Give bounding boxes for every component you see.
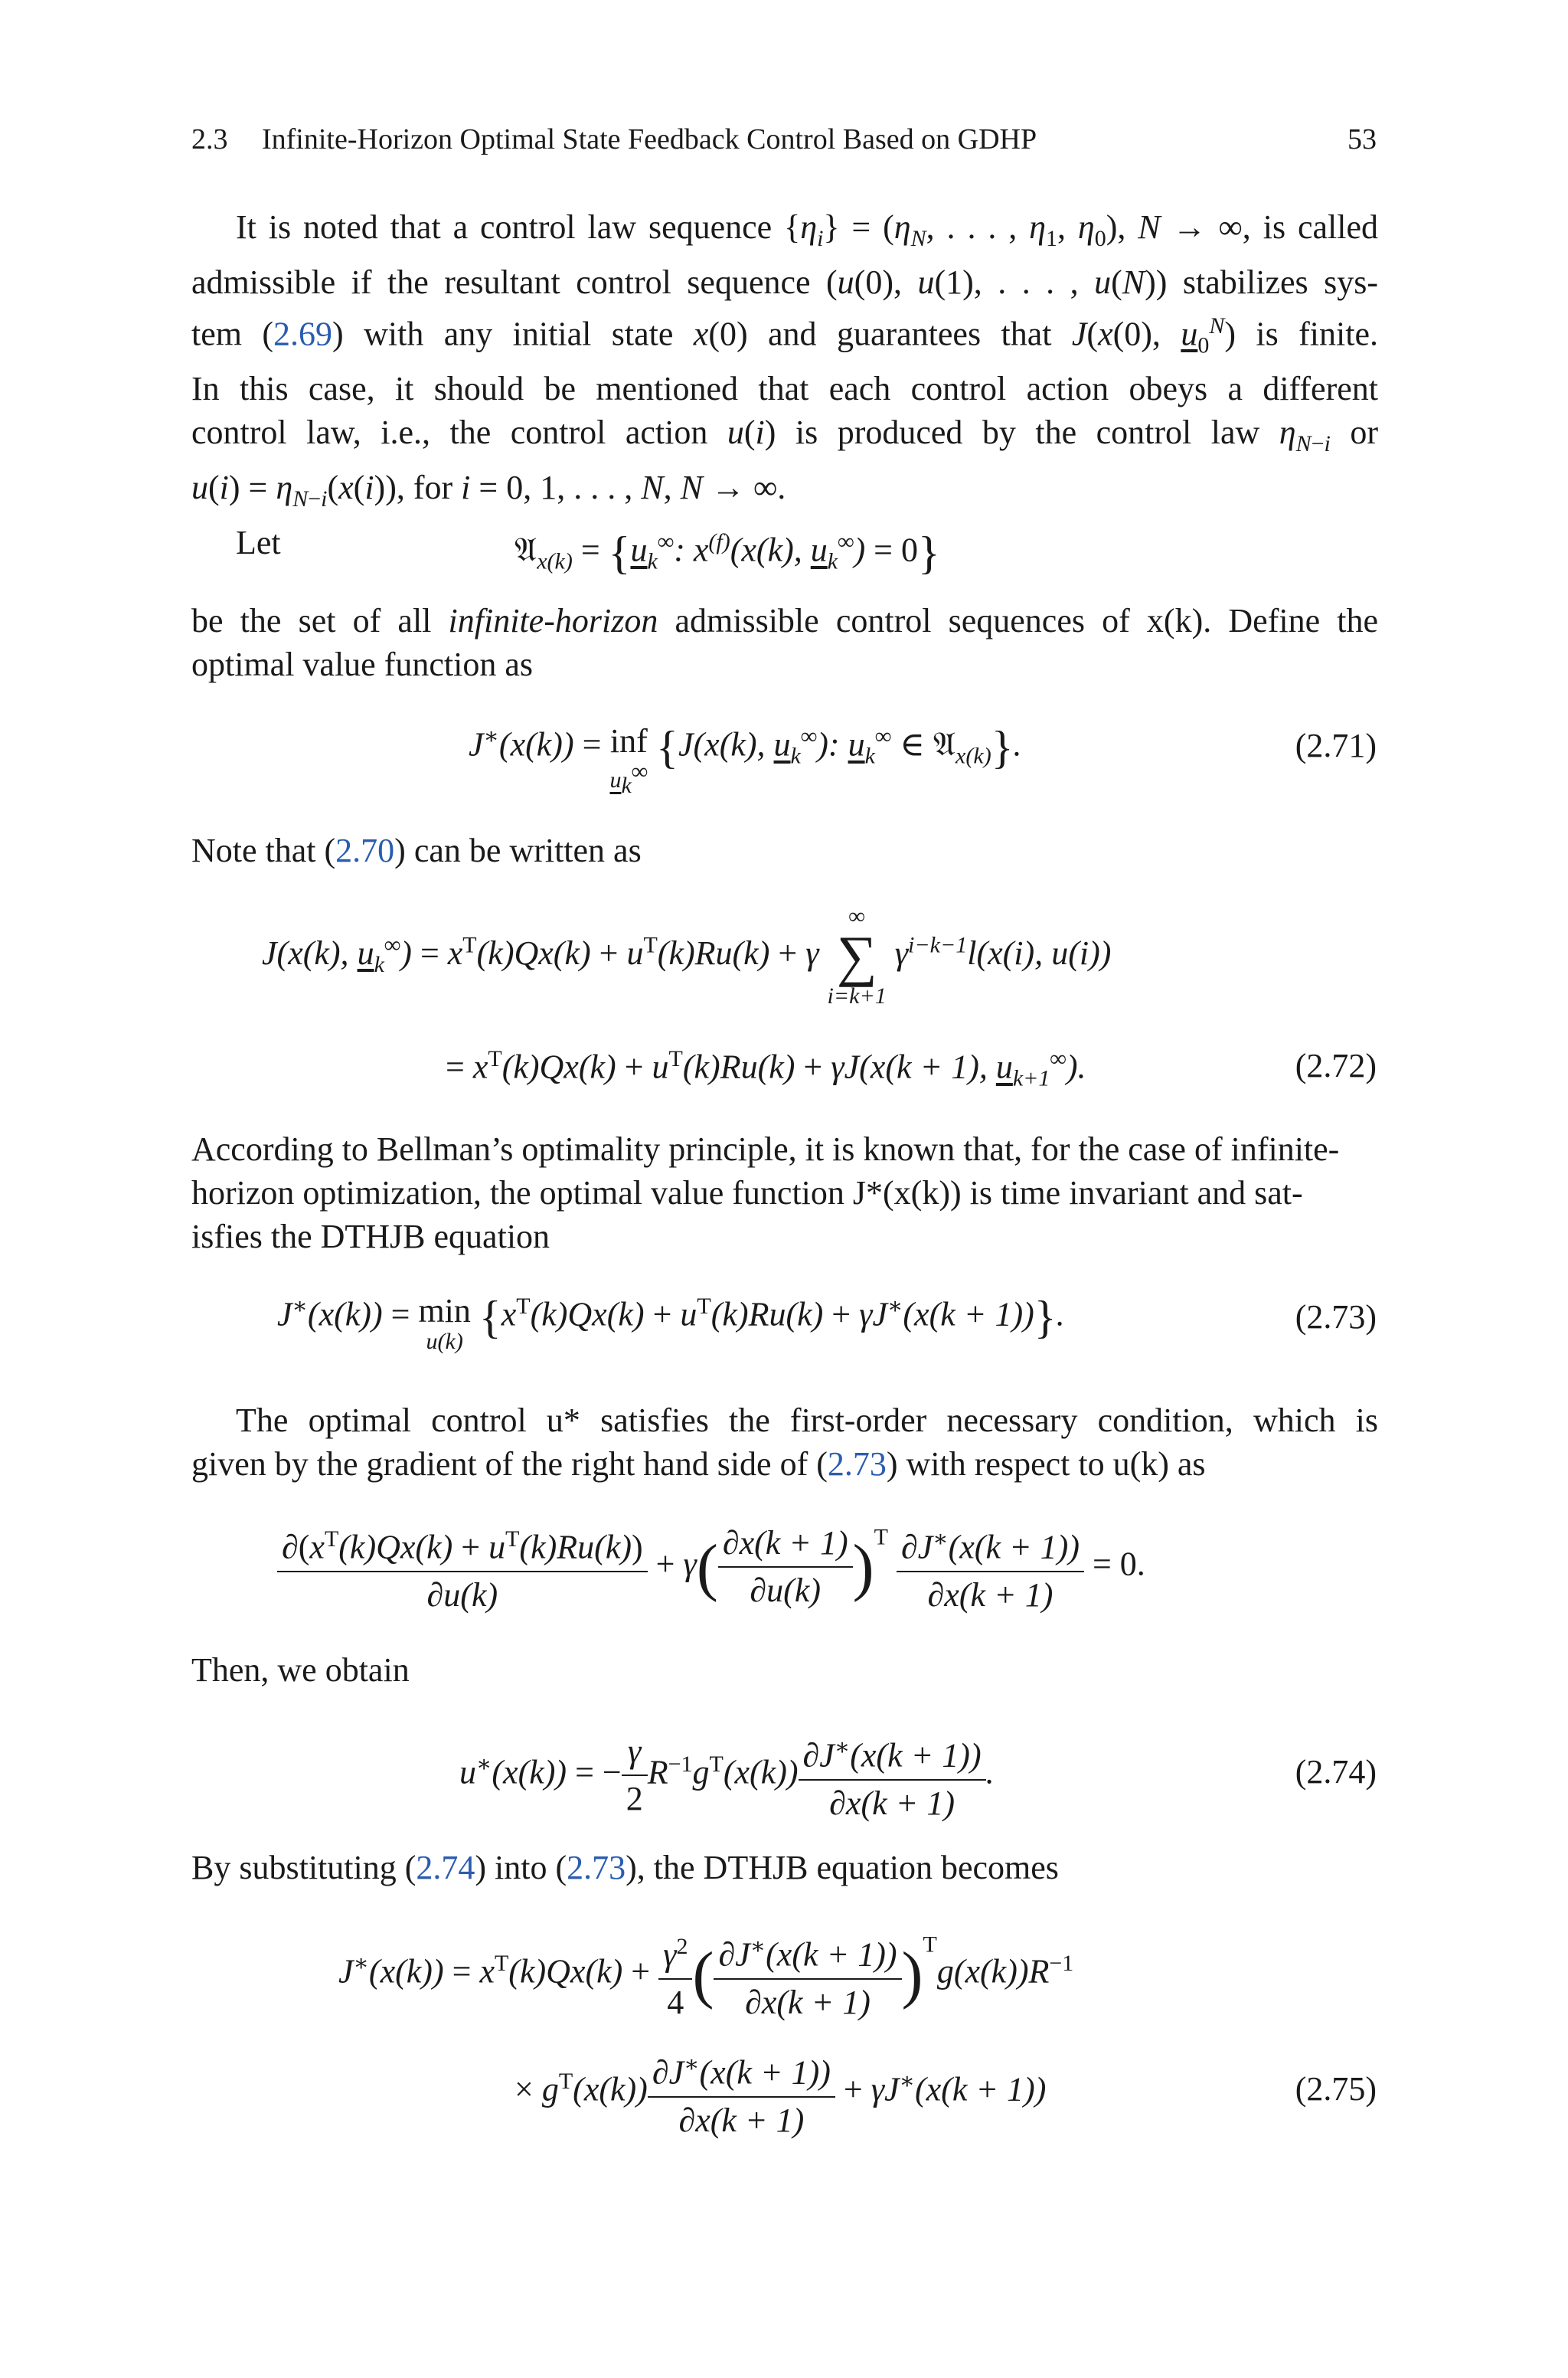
paragraph-line: In this case, it should be mentioned that each control action obeys a different bbox=[191, 370, 1378, 408]
fraction: $\frac{\partial J^∗(x(k + 1))}{\partial x(k + 1)}$ bbox=[714, 1924, 901, 2026]
bellman-line-2: horizon optimization, the optimal value function J*(x(k)) is time invariant and sat- bbox=[191, 1174, 1303, 1212]
fraction: $\frac{\gamma}{2}$ bbox=[622, 1729, 648, 1822]
paragraph-line bbox=[191, 1846, 1378, 1889]
sum-operator: ∞ ∑ i=k+1 bbox=[827, 904, 887, 1009]
bellman-line-3: isfies the DTHJB equation bbox=[191, 1218, 550, 1255]
section-title: Infinite-Horizon Optimal State Feedback Control Based on GDHP bbox=[262, 123, 1037, 155]
paragraph-line bbox=[191, 1442, 1378, 1486]
paragraph-line: $u(i) = \eta_{N-i}(x(i))$, for i = 0, 1, . . . , N, N → ∞. bbox=[191, 469, 786, 512]
equation-ref-link[interactable]: 2.70 bbox=[335, 832, 395, 869]
equation-number-2-72: (2.72) bbox=[1295, 1047, 1377, 1084]
fraction: $\frac{\partial x(k + 1)}{\partial u(k)}$ bbox=[718, 1520, 853, 1614]
equation-2-73: J∗(x(k)) = min u(k) $\{x^T(k)Qx(k) + u^T(k)Ru(k) + \gamma J^∗(x(k + 1))\}$. bbox=[277, 1292, 1065, 1354]
equation-admissible-set: 𝔄$_{x(k)}$ = {$u_k^\infty$: $x^{(f)}(x(k)$, $u_k^\infty) = 0$} bbox=[514, 528, 940, 578]
paragraph-bellman bbox=[191, 1127, 1378, 1258]
paragraph-line: admissible if the resultant control sequence (u(0), u(1), . . . , u(N)) stabilizes sys- bbox=[191, 263, 1378, 301]
then-text: Then, we obtain bbox=[191, 1651, 410, 1689]
equation-2-72-line1: J(x(k), $u_k^\infty) = x^T(k)Qx(k) + u^T(k)Ru(k) + \gamma$ ∞ ∑ i=k+1 $\gamma^{i-k-1}l(x(i)$, u(i)) bbox=[262, 904, 1112, 1009]
equation-2-74: u∗(x(k)) = − $\frac{\gamma}{2}$ $R^{-1}g^T(x(k))$ $\frac{\partial J^∗(x(k + 1))}{\partial x(k + 1)}$ . bbox=[459, 1725, 995, 1827]
page-number: 53 bbox=[1348, 123, 1377, 155]
subst-text-b: ) into ( bbox=[475, 1849, 567, 1886]
equation-gradient-condition: $\frac{\partial(x^T(k)Qx(k) + u^T(k)Ru(k))}{\partial u(k)}$ + γ( $\frac{\partial x(k + 1)}{\partial u(k)}$ )$^T$ $\frac{\partial J^∗(x(k + 1))}{\partial x(k + 1)}$ = 0. bbox=[277, 1516, 1145, 1618]
paragraph-line: tem (2.69) with any initial state x(0) and guarantees that J(x(0), $u_0^N$) is finite. bbox=[191, 312, 1378, 358]
paragraph-line: It is noted that a control law sequence $\{\eta_i\} = (\eta_N$, . . . , $\eta_1$, $\eta_0$), N → ∞, is called bbox=[236, 208, 1378, 251]
set-text-a: be the set of all bbox=[191, 602, 432, 639]
equation-2-71: J∗(x(k)) = inf $u_k^\infty$ {J(x(k), $u_k^\infty$): $u_k^\infty$ ∈ 𝔄$_{x(k)}$}. bbox=[469, 722, 1022, 798]
paragraph-line bbox=[191, 829, 1378, 872]
set-text-b: admissible control sequences of x(k). Define the bbox=[675, 602, 1379, 639]
paragraph-line bbox=[191, 599, 1378, 643]
equation-ref-link[interactable]: 2.73 bbox=[567, 1849, 626, 1886]
bellman-line-1: According to Bellman’s optimality principle, it is known that, for the case of infinite- bbox=[191, 1130, 1340, 1168]
set-text-emphasis: infinite-horizon bbox=[448, 602, 658, 639]
optimal-value-text: optimal value function as bbox=[191, 646, 533, 683]
equation-number-2-74: (2.74) bbox=[1295, 1753, 1377, 1791]
optctrl-line-1: The optimal control u* satisfies the first-order necessary condition, which is bbox=[236, 1402, 1378, 1439]
let-text: Let bbox=[236, 523, 281, 561]
equation-ref-link[interactable]: 2.69 bbox=[273, 315, 333, 353]
equation-number-2-71: (2.71) bbox=[1295, 727, 1377, 764]
section-number: 2.3 bbox=[191, 123, 228, 155]
equation-ref-link[interactable]: 2.73 bbox=[827, 1445, 887, 1483]
paragraph-note bbox=[191, 829, 1378, 872]
equation-2-72-line2: = $x^T(k)Qx(k) + u^T(k)Ru(k) + \gamma J(x(k + 1)$, $u_{k+1}^\infty$). bbox=[446, 1046, 1086, 1091]
paragraph-then bbox=[191, 1648, 1378, 1692]
fraction: $\frac{\partial J^∗(x(k + 1))}{\partial x(k + 1)}$ bbox=[799, 1725, 986, 1827]
paragraph-line: control law, i.e., the control action u(i) is produced by the control law $\eta_{N-i}$ or bbox=[191, 414, 1379, 457]
optctrl-text-b: ) with respect to u(k) as bbox=[886, 1445, 1206, 1483]
inf-operator: inf $u_k^\infty$ bbox=[609, 722, 648, 798]
fraction: $\frac{\partial J^∗(x(k + 1))}{\partial x(k + 1)}$ bbox=[897, 1516, 1084, 1618]
fraction: $\frac{\partial(x^T(k)Qx(k) + u^T(k)Ru(k))}{\partial u(k)}$ bbox=[277, 1516, 648, 1618]
fraction: $\frac{\partial J^∗(x(k + 1))}{\partial x(k + 1)}$ bbox=[648, 2042, 835, 2144]
paragraph-substituting bbox=[191, 1846, 1378, 1889]
equation-2-75-line1: $J^∗(x(k)) = x^T(k)Qx(k)$ + $\frac{\gamma^2}{4}$ ( $\frac{\partial J^∗(x(k + 1))}{\partial x(k + 1)}$ )$^Tg(x(k))R^{-1}$ bbox=[338, 1924, 1073, 2026]
paragraph-admissible bbox=[191, 205, 1378, 564]
running-header bbox=[191, 123, 1377, 161]
equation-number-2-73: (2.73) bbox=[1295, 1298, 1377, 1336]
note-text-b: ) can be written as bbox=[394, 832, 642, 869]
paragraph-optimal-control bbox=[191, 1398, 1378, 1486]
subst-text-c: ), the DTHJB equation becomes bbox=[626, 1849, 1059, 1886]
paragraph-set-definition bbox=[191, 599, 1378, 686]
min-operator: min u(k) bbox=[418, 1292, 471, 1354]
subst-text-a: By substituting ( bbox=[191, 1849, 416, 1886]
optctrl-text-a: given by the gradient of the right hand side of ( bbox=[191, 1445, 828, 1483]
note-text-a: Note that ( bbox=[191, 832, 336, 869]
equation-ref-link[interactable]: 2.74 bbox=[416, 1849, 475, 1886]
equation-2-75-line2: × $g^T(x(k))$ $\frac{\partial J^∗(x(k + 1))}{\partial x(k + 1)}$ + γJ∗(x(k + 1)) bbox=[514, 2042, 1046, 2144]
fraction: $\frac{\gamma^2}{4}$ bbox=[658, 1924, 692, 2026]
equation-number-2-75: (2.75) bbox=[1295, 2070, 1377, 2108]
